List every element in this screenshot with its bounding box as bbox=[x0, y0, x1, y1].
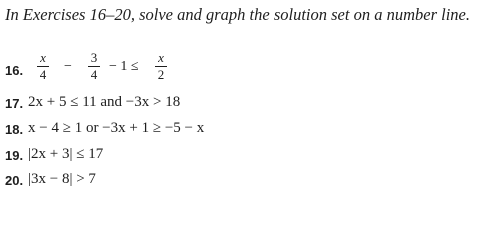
exercise-expression: |2x + 3| ≤ 17 bbox=[28, 146, 104, 162]
fraction-3-over-4 bbox=[88, 50, 100, 86]
fraction-denominator: 2 bbox=[157, 67, 165, 82]
exercise-number: 20. bbox=[5, 173, 24, 188]
exercise-18 bbox=[5, 120, 335, 146]
fraction-numerator: x bbox=[158, 50, 164, 65]
exercise-19 bbox=[5, 146, 205, 172]
fraction-denominator: 4 bbox=[39, 67, 47, 82]
exercise-expression: |3x − 8| > 7 bbox=[28, 171, 96, 187]
exercise-expression: x − 4 ≥ 1 or −3x + 1 ≥ −5 − x bbox=[28, 120, 205, 136]
exercise-number: 17. bbox=[5, 96, 24, 111]
fraction-x-over-4 bbox=[37, 50, 49, 86]
exercise-20 bbox=[5, 171, 205, 197]
fraction-denominator: 4 bbox=[90, 67, 98, 82]
minus-sign: − bbox=[64, 59, 72, 74]
fraction-x-over-2 bbox=[155, 50, 167, 86]
exercise-number: 18. bbox=[5, 122, 24, 137]
instructions-text: In Exercises 16–20, solve and graph the solution set on a number line. bbox=[5, 5, 470, 24]
minus-one-leq: − 1 ≤ bbox=[109, 59, 139, 74]
exercise-number: 19. bbox=[5, 148, 24, 163]
fraction-numerator: x bbox=[40, 50, 46, 65]
exercise-number: 16. bbox=[5, 63, 24, 78]
fraction-numerator: 3 bbox=[90, 50, 98, 65]
exercise-16 bbox=[5, 50, 305, 90]
exercise-expression: 2x + 5 ≤ 11 and −3x > 18 bbox=[28, 94, 181, 110]
exercise-17 bbox=[5, 94, 305, 120]
